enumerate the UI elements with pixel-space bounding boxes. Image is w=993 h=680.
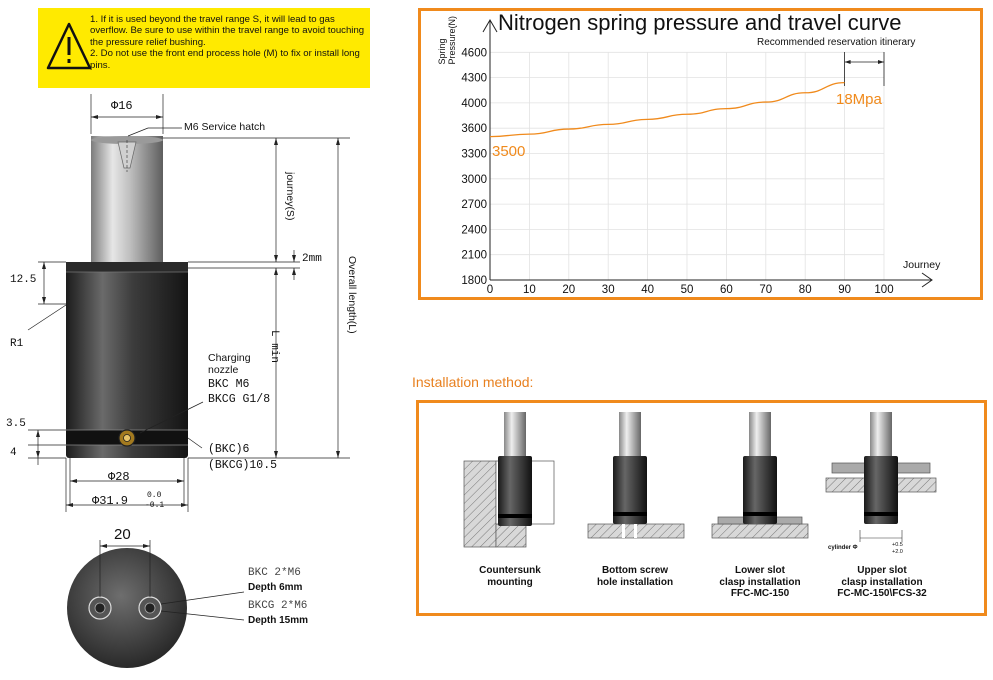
- l-min-label: L min: [268, 330, 280, 364]
- x-tick-100: 100: [874, 284, 894, 296]
- x-tick-90: 90: [838, 284, 851, 296]
- chart-xlabel: Journey: [903, 259, 941, 271]
- tol-lower-label: -0.1: [145, 501, 165, 510]
- x-tick-60: 60: [720, 284, 733, 296]
- y-tick-4300: 4300: [461, 72, 487, 85]
- cylinder-tol-plus2-label: +2.0: [892, 549, 903, 555]
- dim-4-label: 4: [10, 447, 17, 459]
- chart-start-label: 3500: [492, 143, 526, 160]
- dim-12-5-label: 12.5: [10, 274, 37, 286]
- y-tick-2700: 2700: [461, 199, 487, 212]
- x-tick-80: 80: [798, 284, 812, 296]
- x-tick-70: 70: [759, 284, 773, 296]
- tol-upper-label: 0.0: [147, 491, 162, 500]
- y-tick-2400: 2400: [461, 224, 487, 237]
- charging-nozzle-label: Charging nozzle: [208, 352, 251, 376]
- y-tick-3000: 3000: [461, 173, 487, 186]
- y-tick-3600: 3600: [461, 123, 487, 136]
- install-bottom-screw-drawing: [588, 412, 684, 538]
- journey-s-label: journey(S): [284, 172, 296, 221]
- bkcg-2m6-label: BKCG 2*M6: [248, 600, 308, 612]
- cylinder-tol-label: cylinder Φ: [828, 545, 858, 551]
- warning-text: 1. If it is used beyond the travel range S, it will lead to gas overflow. Be sure to use within the travel range to avoid touching the pressure relief bushing. 2. Do not use the front end process hole (M) to fix or install long pins.: [90, 14, 365, 71]
- chart-ylabel: Spring Pressure(N): [437, 16, 457, 65]
- install-countersunk-drawing: [464, 412, 554, 547]
- phi31-9-label: Φ31.9: [92, 494, 129, 508]
- x-tick-30: 30: [601, 284, 615, 296]
- chart-end-label: 18Mpa: [836, 91, 882, 108]
- y-tick-2100: 2100: [461, 249, 487, 262]
- installation-title: Installation method:: [412, 374, 534, 390]
- install-caption-3: Lower slot clasp installation FFC-MC-150: [719, 565, 801, 599]
- depth15-label: Depth 15mm: [248, 615, 309, 626]
- bkc-2m6-label: BKC 2*M6: [248, 567, 301, 579]
- x-tick-20: 20: [562, 284, 576, 296]
- overall-length-label: Overall length(L): [346, 256, 358, 334]
- cylinder-tol-plus-label: +0.5: [892, 542, 903, 548]
- x-tick-10: 10: [523, 284, 536, 296]
- bkcg-g18-label: BKCG G1/8: [208, 393, 271, 406]
- dim-3-5-label: 3.5: [6, 418, 26, 430]
- install-caption-1: Countersunk mounting: [479, 565, 541, 588]
- r1-label: R1: [10, 338, 24, 350]
- two-mm-label: 2mm: [302, 253, 322, 265]
- phi16-label: Φ16: [111, 99, 133, 113]
- x-tick-40: 40: [641, 284, 654, 296]
- x-tick-0: 0: [486, 284, 494, 296]
- depth6-label: Depth 6mm: [248, 582, 303, 593]
- phi28-label: Φ28: [108, 470, 130, 484]
- chart-annotation: Recommended reservation itinerary: [757, 37, 916, 48]
- bkcg10-5-label: (BKCG)10.5: [208, 459, 278, 472]
- bkc6-label: (BKC)6: [208, 443, 250, 456]
- dim-20-label: 20: [114, 526, 131, 543]
- bkc-m6-label: BKC M6: [208, 378, 250, 391]
- y-tick-4000: 4000: [461, 97, 487, 110]
- x-tick-50: 50: [680, 284, 694, 296]
- install-caption-4: Upper slot clasp installation FC-MC-150\FCS-32: [837, 565, 927, 599]
- install-caption-2: Bottom screw hole installation: [596, 565, 674, 588]
- service-hatch-label: M6 Service hatch: [184, 121, 266, 133]
- chart-title: Nitrogen spring pressure and travel curve: [498, 10, 902, 35]
- y-tick-1800: 1800: [461, 275, 487, 287]
- install-lower-slot-drawing: [712, 412, 808, 538]
- install-upper-slot-drawing: [826, 412, 936, 542]
- y-tick-3300: 3300: [461, 148, 487, 161]
- y-tick-4600: 4600: [461, 47, 487, 60]
